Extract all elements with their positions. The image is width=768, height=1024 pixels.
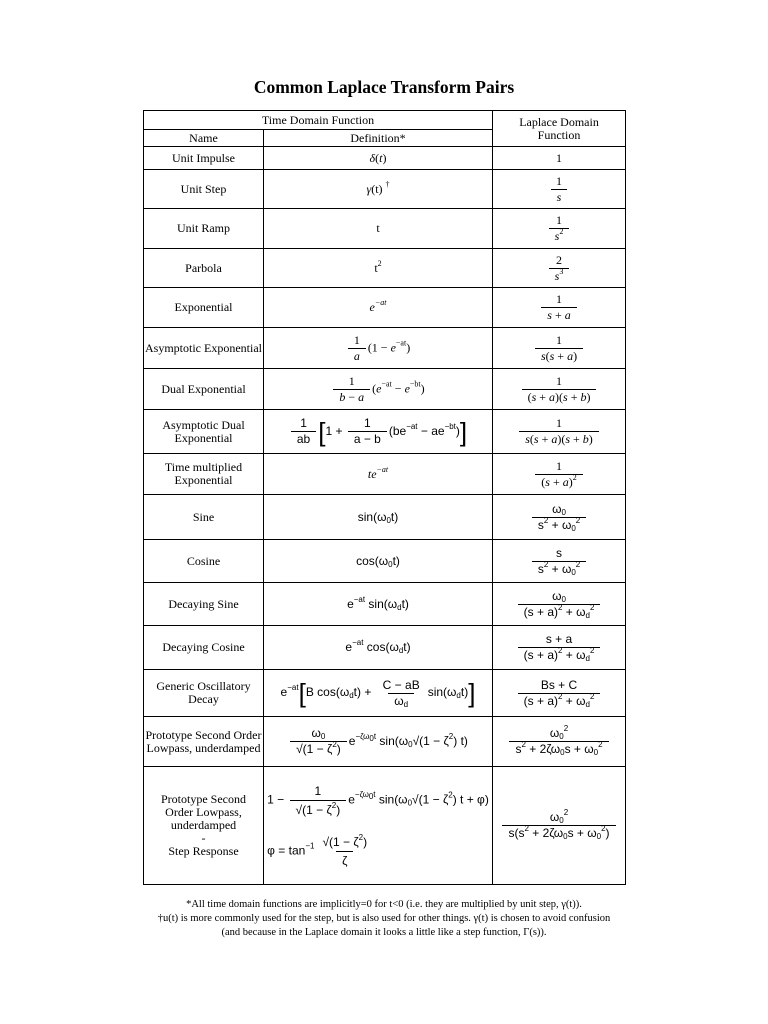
row-laplace: $\frac{s + a}{(s + a)^2 + \omega_d^2}$ (493, 626, 626, 670)
table-row (144, 767, 626, 885)
row-definition: $\frac{1}{b - a}$ $(e^{-at} - e^{-bt})$ (264, 369, 493, 410)
page-title: Common Laplace Transform Pairs (253, 77, 515, 97)
row-laplace: $\frac{\omega_0^2}{s(s^2 + 2\zeta\omega_0s + \omega_0^2)}$ (493, 767, 626, 885)
row-name: Prototype Second Order Lowpass, underdamped - Step Response (144, 767, 264, 885)
table-row (144, 369, 626, 410)
row-name: Prototype Second Order Lowpass, underdamped (144, 717, 264, 767)
row-name: Unit Ramp (144, 209, 264, 249)
header-definition: Definition* (264, 130, 493, 147)
row-name: Generic Oscillatory Decay (144, 670, 264, 717)
row-definition: $e^{-at}[B$ $\cos(\omega_dt)$ + $\frac{C - aB}{\omega_d}$ $\sin(\omega_dt)$] (264, 670, 493, 717)
table-row (144, 495, 626, 540)
table-row (144, 328, 626, 369)
row-definition: δ(t) (264, 147, 493, 170)
row-definition: $\cos(\omega_0t)$ (264, 540, 493, 583)
footnote-1: *All time domain functions are implicitly=0 for t<0 (i.e. they are multiplied by unit step, γ(t)). (186, 899, 582, 910)
row-definition: $e^{-at}$ $\sin(\omega_dt)$ (264, 583, 493, 626)
row-name: Asymptotic Exponential (144, 328, 264, 369)
table-row (144, 454, 626, 495)
row-definition: $te^{-at}$ (264, 454, 493, 495)
table-row (144, 209, 626, 249)
row-definition: t (264, 209, 493, 249)
header-laplace-domain: Laplace Domain Function (493, 111, 626, 147)
footnote-2: †u(t) is more commonly used for the step, but is also used for other things. γ(t) is chosen to avoid confusion (157, 913, 611, 924)
table-row (144, 147, 626, 170)
table-row (144, 717, 626, 767)
table-row (144, 626, 626, 670)
laplace-table (143, 110, 626, 885)
row-laplace: $\frac{\omega_0}{(s + a)^2 + \omega_d^2}$ (493, 583, 626, 626)
table-row (144, 170, 626, 209)
header-name: Name (144, 130, 264, 147)
row-laplace: $\frac{2}{s^3}$ (493, 249, 626, 288)
row-name: Asymptotic Dual Exponential (144, 410, 264, 454)
row-name: Sine (144, 495, 264, 540)
row-definition: 1 − $\frac{1}{√(1 - \zeta^2)}$ $e^{-\zeta\omega_0t}$ $\sin(\omega_0√(1 - \zeta^2) t + \varphi)$ $\varphi = \tan^{-1}$ $\frac{√(1 - \zeta^2)}{\zeta}$ (264, 767, 493, 885)
table-row (144, 410, 626, 454)
row-name: Unit Step (144, 170, 264, 209)
row-laplace: $\frac{s}{s^2 + \omega_0^2}$ (493, 540, 626, 583)
row-name: Exponential (144, 288, 264, 328)
row-definition: $\sin(\omega_0t)$ (264, 495, 493, 540)
row-laplace: $\frac{1}{s(s + a)}$ (493, 328, 626, 369)
table-row (144, 670, 626, 717)
row-definition: $e^{-at}$ $\cos(\omega_dt)$ (264, 626, 493, 670)
row-laplace: $\frac{Bs + C}{(s + a)^2 + \omega_d^2}$ (493, 670, 626, 717)
row-laplace: $\frac{1}{s + a}$ (493, 288, 626, 328)
row-definition: $\frac{\omega_0}{√(1 - \zeta^2)}$ $e^{-\zeta\omega_0t}$ $\sin(\omega_0√(1 - \zeta^2)$ t) (264, 717, 493, 767)
row-laplace: $\frac{1}{s^2}$ (493, 209, 626, 249)
row-name: Unit Impulse (144, 147, 264, 170)
row-laplace: 1 (493, 147, 626, 170)
row-name: Time multiplied Exponential (144, 454, 264, 495)
row-definition: $\frac{1}{a}$ $(1 - e^{-at})$ (264, 328, 493, 369)
header-time-domain: Time Domain Function (144, 111, 493, 130)
table-row (144, 540, 626, 583)
row-name: Decaying Cosine (144, 626, 264, 670)
row-laplace: $\frac{1}{(s + a)(s + b)}$ (493, 369, 626, 410)
row-name: Cosine (144, 540, 264, 583)
row-definition: $e^{-at}$ (264, 288, 493, 328)
table-row (144, 249, 626, 288)
table-row (144, 583, 626, 626)
row-laplace: $\frac{1}{s}$ (493, 170, 626, 209)
row-definition: $t^2$ (264, 249, 493, 288)
table-row (144, 288, 626, 328)
row-definition: γ(t) † (264, 170, 493, 209)
row-name: Parbola (144, 249, 264, 288)
row-laplace: $\frac{1}{s(s + a)(s + b)}$ (493, 410, 626, 454)
row-laplace: $\frac{\omega_0}{s^2 + \omega_0^2}$ (493, 495, 626, 540)
row-laplace: $\frac{\omega_0^2}{s^2 + 2\zeta\omega_0s + \omega_0^2}$ (493, 717, 626, 767)
row-laplace: $\frac{1}{(s + a)^2}$ (493, 454, 626, 495)
footnote-3: (and because in the Laplace domain it looks a little like a step function, Γ(s)). (221, 927, 547, 938)
row-name: Dual Exponential (144, 369, 264, 410)
row-name: Decaying Sine (144, 583, 264, 626)
row-definition: $\frac{1}{ab}$ [1 + $\frac{1}{a - b}$ $(be^{-at} - ae^{-bt})$] (264, 410, 493, 454)
